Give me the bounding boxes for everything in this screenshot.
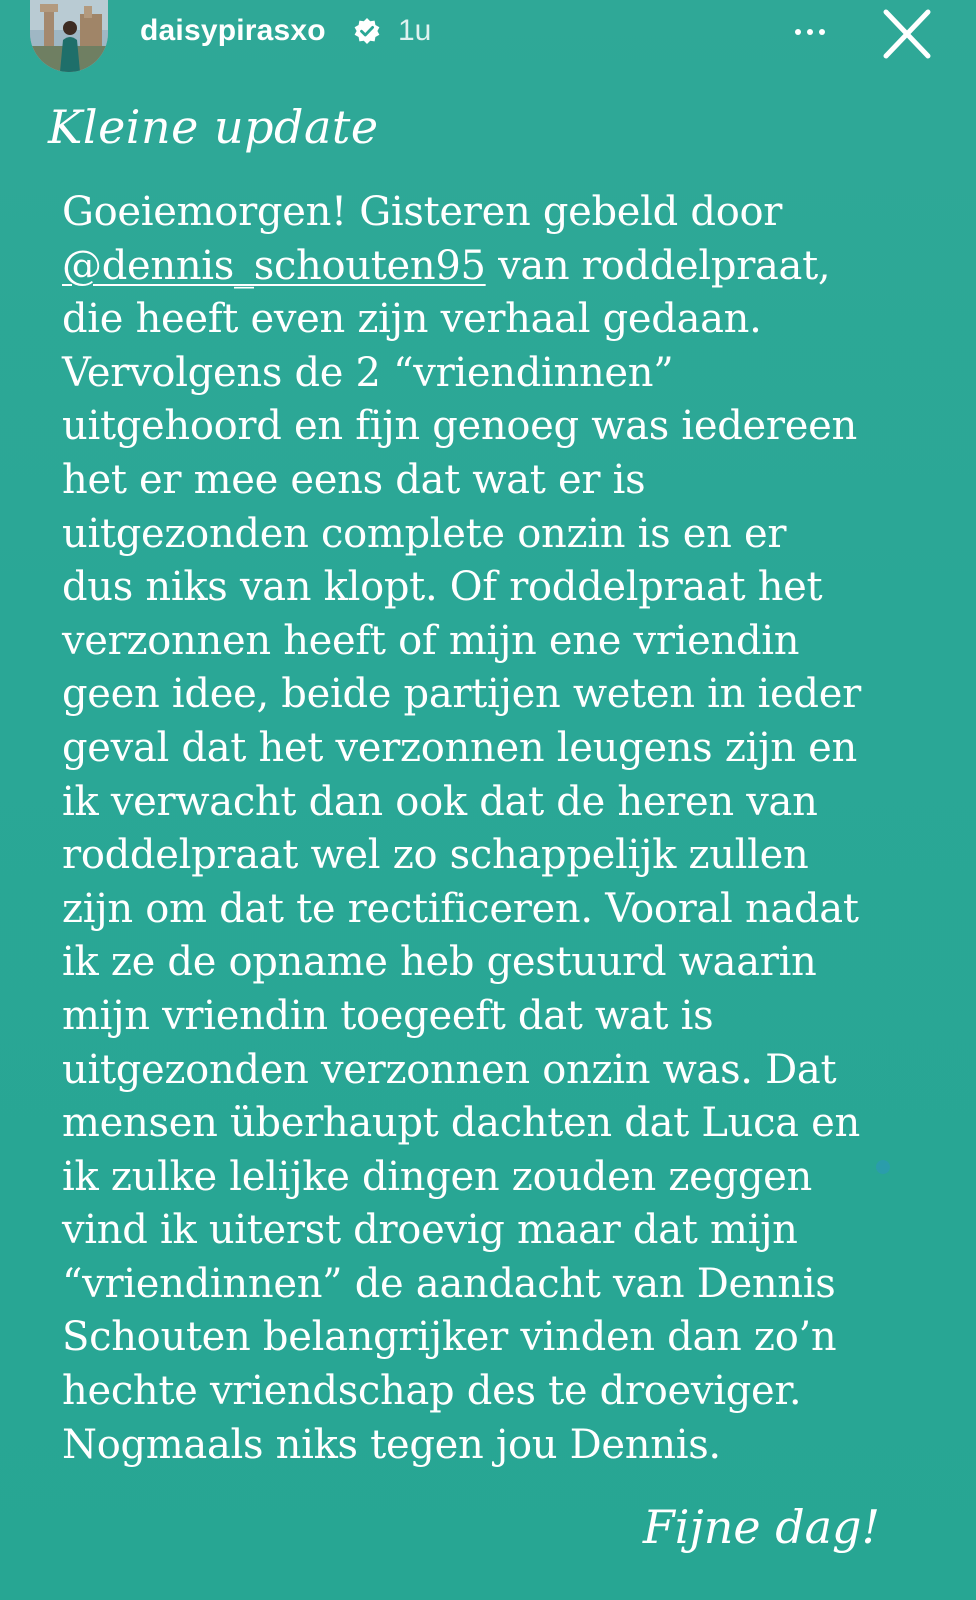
body-line: vind ik uiterst droevig maar dat mijn — [62, 1207, 798, 1254]
story-header — [0, 0, 976, 72]
more-options-dot — [819, 29, 825, 35]
body-line: die heeft even zijn verhaal gedaan. — [62, 296, 762, 343]
body-line: uitgehoord en fijn genoeg was iedereen — [62, 403, 857, 450]
body-line: ik zulke lelijke dingen zouden zeggen — [62, 1153, 812, 1200]
username[interactable]: daisypirasxo — [140, 14, 326, 47]
body-line: zijn om dat te rectificeren. Vooral nadat — [62, 885, 859, 932]
body-line — [62, 240, 882, 294]
body-line: Goeiemorgen! Gisteren gebeld door — [62, 189, 783, 235]
verified-badge-icon — [353, 17, 381, 45]
body-line: ik ze de opname heb gestuurd waarin — [62, 939, 817, 986]
body-line: “vriendinnen” de aandacht van Dennis — [62, 1260, 836, 1307]
story-timestamp: 1u — [398, 14, 432, 47]
body-line: geen idee, beide partijen weten in ieder — [62, 671, 861, 718]
profile-photo-icon — [30, 0, 108, 72]
body-line: geval dat het verzonnen leugens zijn en — [62, 724, 857, 771]
more-options-button[interactable] — [782, 14, 838, 50]
story-title: Kleine update — [48, 100, 379, 154]
close-icon[interactable] — [874, 4, 940, 66]
body-line-rest: van roddelpraat, — [485, 242, 831, 289]
body-line: roddelpraat wel zo schappelijk zullen — [62, 832, 809, 879]
story-body-text — [62, 186, 882, 1472]
body-line: mijn vriendin toegeeft dat wat is — [62, 992, 714, 1039]
more-options-icon — [795, 29, 801, 35]
body-line: mensen überhaupt dachten dat Luca en — [62, 1100, 860, 1147]
more-options-dot — [807, 29, 813, 35]
closing-text: Fijne dag! — [642, 1500, 880, 1554]
body-line: uitgezonden verzonnen onzin was. Dat — [62, 1046, 837, 1093]
body-line: hechte vriendschap des te droeviger. — [62, 1368, 802, 1415]
body-line: Schouten belangrijker vinden dan zo’n — [62, 1314, 837, 1361]
body-line: het er mee eens dat wat er is — [62, 456, 646, 503]
body-line: uitgezonden complete onzin is en er — [62, 510, 787, 557]
body-line: ik verwacht dan ook dat de heren van — [62, 778, 818, 825]
mention-link[interactable]: @dennis_schouten95 — [62, 242, 486, 289]
sticker-dot — [876, 1160, 890, 1174]
body-line: verzonnen heeft of mijn ene vriendin — [62, 617, 800, 664]
body-line: dus niks van klopt. Of roddelpraat het — [62, 564, 823, 611]
body-line: Nogmaals niks tegen jou Dennis. — [62, 1421, 721, 1468]
avatar[interactable] — [30, 0, 108, 72]
body-line: Vervolgens de 2 “vriendinnen” — [62, 349, 674, 396]
